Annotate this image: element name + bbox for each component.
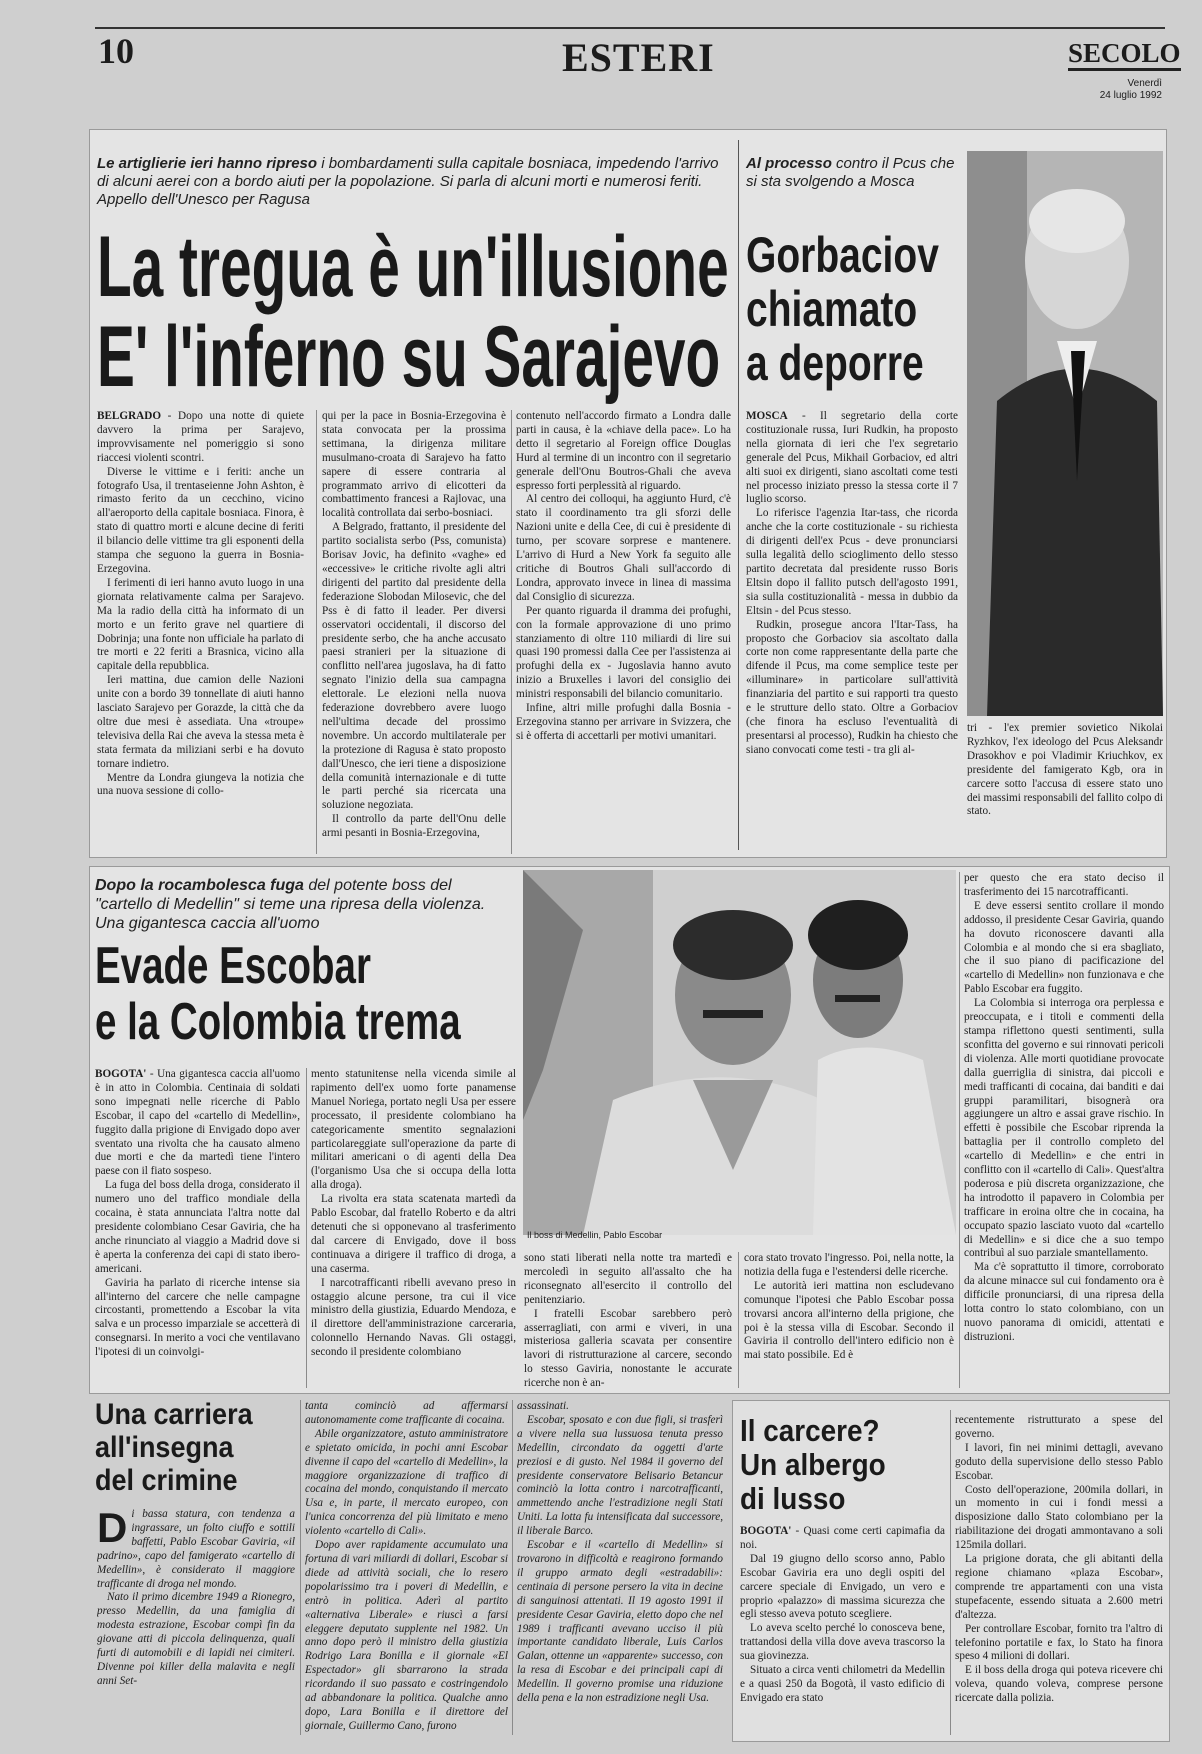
paragraph	[305, 1539, 508, 1734]
headline-line: Una carriera	[95, 1398, 253, 1431]
page-number: 10	[98, 31, 134, 71]
paragraph-text: Ieri mattina, due camion delle Nazioni unite con a bordo 39 tonnellate di aiuti hanno lasciato Sarajevo per Gorazde, la città che da oltre due mesi è assediata. Una «troupe» televisiva della Rai che aveva la stessa meta è stata fermata da miliziani serbi e ha dovuto tornare indietro.	[97, 674, 304, 770]
paragraph	[744, 1252, 954, 1280]
paragraph-text: Per quanto riguarda il dramma dei profughi, con la formale approvazione di uno primo stanziamento di oltre 110 miliardi di lire sui quasi 190 promessi dalla Cee per l'assistenza ai profughi della ex - Jugoslavia hanno avuto inizio a Bruxelles i lavori del consiglio dei ministri responsabili del bilancio comunitario.	[516, 604, 731, 701]
paragraph-text: - Dopo una notte di quiete davvero la prima per Sarajevo, improvvisamente nel pomeriggio si sono riaccesi violenti scontri.	[97, 410, 304, 464]
escobar-headline-1: Evade Escobar	[95, 937, 371, 995]
dateline: BOGOTA'	[740, 1525, 792, 1537]
gorbaciov-headline	[746, 228, 939, 390]
paragraph	[517, 1414, 723, 1539]
headline-line: di lusso	[740, 1481, 846, 1516]
paragraph	[95, 1277, 300, 1360]
paragraph-text: I ferimenti di ieri hanno avuto luogo in una giornata relativamente calma per Sarajevo. Ma la radio della città ha informato di un morto e un ferito grave nel quartiere di Dobrinja; una fonte non ufficiale ha parlato di tre morti e 22 feriti a Brasnica, vicino alla capitale della repubblica.	[97, 576, 304, 673]
paragraph	[516, 605, 731, 702]
escobar-photo	[523, 870, 956, 1235]
paragraph-text: Escobar e il «cartello di Medellin» si trovarono in difficoltà e reagirono formando il gruppo armato degli «estradabili»: centinaia di persone persero la vita in decine di sanguinosi attentati. Il 19 agosto 1991 il presidente Cesar Gaviria, eletto dopo che nel 1989 i trafficanti avevano ucciso il più importante candidato liberale, Luis Carlos Galan, ottenne un «apparente» successo, con la resa di Escobar e dei principali capi di Medellin. Il governo promise una riduzione della pena e la non estradizione negli Usa.	[517, 1539, 723, 1705]
paragraph-text: - Il segretario della corte costituzionale russa, Iuri Rudkin, ha proposto nella giornata di ieri che l'ex segretario generale del Pcus, Mikhail Gorbaciov, ed altri alti suoi ex dirigenti, siano ascoltati come testi nel processo iniziato presso la stessa corte il 7 luglio scorso.	[746, 410, 958, 506]
paragraph-text: La fuga del boss della droga, considerato il numero uno del traffico mondiale della cocaina, è stata annunciata l'altra notte dal presidente colombiano Cesar Gaviria, che ha anche rinunciato al viaggio a Madrid dove si è aperta la conferenza dei capi di stato ibero-americani.	[95, 1179, 300, 1275]
paragraph-text: I lavori, fin nei minimi dettagli, avevano goduto della supervisione dello stesso Pablo Escobar.	[955, 1441, 1163, 1482]
column-divider	[306, 1068, 307, 1388]
paragraph	[322, 521, 506, 813]
escobar-col-5	[964, 872, 1164, 1388]
paragraph	[516, 410, 731, 493]
paragraph-text: Escobar, sposato e con due figli, si trasferì a vivere nella sua lussuosa tenuta presso Medellin, circondato da oggetti d'arte preziosi e di gusto. Nel 1984 il governo del presidente conservatore Belisario Betancur cominciò la lotta contro i narcotrafficanti, ammettendo anche l'estradizione negli Stati Uniti. La lotta fu intensificata dal successore, il liberale Barco.	[517, 1413, 723, 1538]
paragraph	[311, 1068, 516, 1193]
paragraph	[964, 997, 1164, 1261]
paragraph	[955, 1553, 1163, 1623]
bosnia-headline-2: E' l'inferno su Sarajevo	[97, 309, 721, 405]
paragraph	[305, 1400, 508, 1428]
bosnia-col-2	[322, 410, 506, 854]
gorbaciov-deck	[746, 155, 961, 191]
column-divider	[300, 1400, 301, 1735]
masthead-logo: SECOLO	[1068, 38, 1181, 71]
issue-date-text: 24 luglio 1992	[1099, 90, 1162, 101]
paragraph	[955, 1664, 1163, 1706]
paragraph	[517, 1539, 723, 1706]
escobar-headline-2: e la Colombia trema	[95, 993, 461, 1051]
escobar-deck	[95, 876, 505, 933]
paragraph	[740, 1525, 945, 1553]
bosnia-col-3	[516, 410, 731, 854]
paragraph-text: La Colombia si interroga ora perplessa e preoccupata, e i titoli e commenti della stampa riflettono questi sentimenti, sulla sconfitta del governo e sui rinnovati pericoli di violenza. Alle morti quotidiane provocate dalla guerriglia di sinistra, dai piccoli e medi trafficanti di cocaina, dai banditi e dai gruppi paramilitari, bisognerà ora aggiungere un altro e assai grave rischio. In effetti è possibile che Escobar riprenda la battaglia per il controllo completo del «cartello di Medellin» e che entri in conflitto con il «cartello di Cali». Quest'altra poderosa e più discreta organizzazione, che ha introdotto il papavero in Colombia per trafficare in eroina oltre che in cocaina, ha occupato spazio lasciato vuoto dal «cartello di Medellin» e si dice che a suo tempo contribuì al suo parziale smantellamento.	[964, 997, 1164, 1260]
paragraph	[305, 1428, 508, 1539]
issue-date	[1100, 78, 1162, 102]
column-divider	[511, 410, 512, 854]
paragraph	[740, 1622, 945, 1664]
column-divider	[959, 872, 960, 1388]
paragraph	[95, 1068, 300, 1179]
bosnia-headline-1: La tregua è un'illusione	[97, 219, 729, 315]
paragraph-text: I fratelli Escobar sarebbero però asserragliati, con armi e viveri, in una misteriosa galleria scavata per consentire lavori di ristrutturazione al carcere, secondo lo stesso Gaviria, nonostante le accurate ricerche non è an-	[524, 1307, 732, 1388]
deck-text: del potente boss del "cartello di Medellin" si teme una ripresa della violenza. Una gigantesca caccia all'uomo	[95, 877, 486, 932]
paragraph-text: Al centro dei colloqui, ha aggiunto Hurd, c'è stato il coordinamento tra gli sforzi delle Nazioni unite e della Cee, di cui è presidente di turno, per scovare sorprese e mantenere. L'arrivo di Hurd a New York fa seguito alle critiche di Boutros Ghali sull'accordo di Londra, approvato invece in linea di massima dal Consiglio di sicurezza.	[516, 493, 731, 603]
column-divider	[512, 1400, 513, 1735]
paragraph-text: qui per la pace in Bosnia-Erzegovina è stata convocata per la prossima settimana, la dirigenza militare musulmano-croata di Sarajevo ha fatto sapere di essere contraria al programmato arrivo di elicotteri da combattimento francesi a Rajlovac, una località controllata dai serbo-bosniaci.	[322, 410, 506, 520]
bosnia-col-1	[97, 410, 304, 854]
paragraph-text: i bassa statura, con tendenza a ingrassare, un folto ciuffo e sottili baffetti, Pablo Escobar Gaviria, «il padrino», capo del famigerato «cartello di Medellin», è considerato il maggiore trafficante di droga nel mondo.	[97, 1508, 295, 1590]
paragraph-text: recentemente ristrutturato a spese del governo.	[955, 1414, 1163, 1440]
paragraph-text: tri - l'ex premier sovietico Nikolai Ryzhkov, l'ex ideologo del Pcus Aleksandr Drasokhov e poi Vladimir Kriuchkov, ex presidente del famigerato Kgb, ora in carcere sotto l'accusa di essere stato uno dei massimi responsabili del fallito colpo di stato.	[967, 722, 1163, 818]
paragraph	[516, 702, 731, 744]
section-title: ESTERI	[562, 35, 715, 80]
paragraph-text: Dal 19 giugno dello scorso anno, Pablo Escobar Gaviria era uno degli ospiti del carcere speciale di Envigado, un vero e proprio «palazzo» di massima sicurezza che egli stesso aveva potuto scegliere.	[740, 1552, 945, 1621]
paragraph-text: Lo aveva scelto perché lo conosceva bene, trattandosi della villa dove aveva trascorso la sua giovinezza.	[740, 1622, 945, 1663]
paragraph-text: Mentre da Londra giungeva la notizia che una nuova sessione di collo-	[97, 771, 304, 798]
carriera-col-3	[517, 1400, 723, 1735]
paragraph-text: Rudkin, prosegue ancora l'Itar-Tass, ha proposto che Gorbaciov sia ascoltato dalla corte non come rappresentante della parte che difende il Pcus, ma come semplice teste per «illuminare» in particolare sull'attività finanziaria del partito e sui rapporti tra questo e le strutture dello stato. Oltre a Gorbaciov (che finora ha escluso l'eventualità di presentarsi al processo), Rudkin ha chiesto che siano convocati come testi - tra gli al-	[746, 618, 958, 756]
paragraph	[97, 674, 304, 771]
paragraph	[97, 466, 304, 577]
paragraph	[97, 410, 304, 466]
paragraph	[322, 813, 506, 841]
paragraph	[964, 900, 1164, 997]
gorbaciov-col-2	[967, 722, 1163, 854]
paragraph-text: I narcotrafficanti ribelli avevano preso in ostaggio alcune persone, tra cui il vice ministro della giustizia, Eduardo Mendoza, e il direttore dell'amministrazione carceraria, colonnello Hernando Navas. Gli ostaggi, secondo il presidente colombiano	[311, 1276, 516, 1359]
carriera-col-1	[97, 1508, 295, 1698]
paragraph-text: per questo che era stato deciso il trasferimento dei 15 narcotrafficanti.	[964, 872, 1164, 898]
escobar-portrait-image	[523, 870, 956, 1235]
column-divider	[316, 410, 317, 854]
paragraph	[746, 410, 958, 507]
issue-day: Venerdì	[1127, 78, 1162, 89]
top-rule	[95, 27, 1165, 29]
paragraph-text: La rivolta era stata scatenata martedì da Pablo Escobar, dal fratello Roberto e da altri detenuti che si opponevano al trasferimento dal carcere di Envigado, dove il boss continuava a dirigere il traffico di droga, a una caserma.	[311, 1193, 516, 1275]
paragraph-text: assassinati.	[517, 1400, 569, 1412]
escobar-col-2	[311, 1068, 516, 1390]
headline-line: Un albergo	[740, 1447, 886, 1482]
gorbaciov-col-1	[746, 410, 958, 854]
carriera-headline	[95, 1398, 253, 1497]
paragraph	[311, 1193, 516, 1276]
deck-text: i bombardamenti sulla capitale bosniaca, impedendo l'arrivo di alcuni aerei con a bordo aiuti per la popolazione. Si parla di alcuni morti e numerosi feriti. Appello dell'Unesco per Ragusa	[97, 155, 719, 208]
bosnia-deck	[97, 155, 732, 209]
escobar-photo-caption: Il boss di Medellin, Pablo Escobar	[527, 1230, 663, 1240]
paragraph-text: Per controllare Escobar, fornito tra l'altro di telefonino portatile e fax, lo Stato ha finora speso 4 milioni di dollari.	[955, 1622, 1163, 1663]
paragraph	[95, 1179, 300, 1276]
deck-text: contro il Pcus che si sta svolgendo a Mosca	[746, 155, 955, 190]
paragraph	[746, 619, 958, 758]
paragraph-text: Diverse le vittime e i feriti: anche un fotografo Usa, il trentaseienne John Ashton, è rimasto ferito da un cecchino, vicino all'aeroporto della capitale bosniaca. Finora, è stato di quattro morti e alcune decine di feriti il bilancio delle vittime tra gli esponenti della stampa che seguono la guerra in Bosnia-Erzegovina.	[97, 465, 304, 575]
paragraph-text: - Quasi come certi capimafia da noi.	[740, 1525, 945, 1551]
paragraph-text: Le autorità ieri mattina non escludevano comunque l'ipotesi che Pablo Escobar possa trovarsi ancora all'interno della prigione, che poi è la stessa villa di Escobar. Secondo il Gaviria il controllo dell'intero edificio non è mai stato possibile. Ed è	[744, 1279, 954, 1362]
paragraph-text: E deve essersi sentito crollare il mondo addosso, il presidente Cesar Gaviria, quando ha dovuto riconoscere davanti alla Colombia e al mondo che si era sbagliato, che il suo piano di pacificazione del «cartello di Medellin» non funzionava e che Pablo Escobar era fuggito.	[964, 899, 1164, 996]
carriera-col-2	[305, 1400, 508, 1735]
dateline: BELGRADO	[97, 410, 162, 422]
headline-line: Gorbaciov	[746, 227, 939, 283]
dateline: BOGOTA'	[95, 1068, 147, 1080]
paragraph	[516, 493, 731, 604]
paragraph	[955, 1442, 1163, 1484]
headline-line: chiamato	[746, 281, 918, 337]
escobar-col-4	[744, 1252, 954, 1388]
carcere-headline	[740, 1414, 886, 1516]
gorbaciov-photo	[967, 151, 1163, 716]
paragraph	[964, 872, 1164, 900]
paragraph-text: A Belgrado, frattanto, il presidente del partito socialista serbo (Pss, comunista) Borisav Jovic, ha definito «vaghe» ed «eccessive» le critiche rivolte agli altri dirigenti del partito dal presidente della federazione Slobodan Milosevic, che del Pss è di fatto il leader. Per diversi osservatori occidentali, il discorso del presidente serbo, che ha anche accusato paesi stranieri per la situazione di conflitto nell'area jugoslava, ha di fatto segnato l'inizio della sua campagna elettorale. Le elezioni nella nuova federazione dovrebbero avere luogo nell'ultima decade del prossimo novembre. Un accordo multilaterale per la protezione di Ragusa è stato proposto dall'Unesco, che ieri tiene a disposizione della comunità internazionale e di tutte le parti perché sia ricercata una soluzione negoziata.	[322, 521, 506, 812]
paragraph-text: La prigione dorata, che gli abitanti della regione chiamano «plaza Escobar», comprende tre appartamenti con una vista stupefacente, essendo situata a 2.600 metri d'altezza.	[955, 1553, 1163, 1621]
paragraph-text: Il controllo da parte dell'Onu delle armi pesanti in Bosnia-Erzegovina,	[322, 813, 506, 840]
deck-lead: Le artiglierie ieri hanno ripreso	[97, 155, 318, 172]
dateline: MOSCA	[746, 410, 788, 422]
article-divider	[738, 140, 739, 850]
paragraph	[97, 1508, 295, 1591]
deck-lead: Dopo la rocambolesca fuga	[95, 877, 304, 894]
paragraph-text: sono stati liberati nella notte tra martedì e mercoledì in seguito all'assalto che ha riconsegnato all'esercito il controllo del penitenziario.	[524, 1252, 732, 1306]
paragraph-text: Infine, altri mille profughi dalla Bosnia - Erzegovina stanno per arrivare in Svizzera, che si è offerta di accettarli per motivi umanitari.	[516, 702, 731, 742]
paragraph	[524, 1252, 732, 1308]
paragraph-text: mento statunitense nella vicenda simile al rapimento dell'ex uomo forte panamense Manuel Noriega, portato negli Usa per essere processato, il presidente colombiano ha categoricamente smentito segnalazioni particolareggiate sull'operazione da parte di militari americani o di agenti della Dea (l'organismo Usa che si occupa della lotta alla droga).	[311, 1068, 516, 1192]
paragraph-text: Ma c'è soprattutto il timore, corroborato da alcune minacce sul cui fondamento ora è difficile pronunciarsi, di una ripresa della lotta contro lo stato colombiano, con un nuovo panorama di omicidi, attentati e distruzioni.	[964, 1261, 1164, 1343]
paragraph	[746, 507, 958, 618]
headline-line: del crimine	[95, 1464, 238, 1497]
paragraph	[964, 1261, 1164, 1344]
paragraph-text: cora stato trovato l'ingresso. Poi, nella notte, la notizia della fuga e l'estendersi delle ricerche.	[744, 1252, 954, 1278]
paragraph	[97, 577, 304, 674]
paragraph	[955, 1414, 1163, 1442]
paragraph	[524, 1308, 732, 1388]
paragraph	[955, 1623, 1163, 1665]
drop-cap: D	[97, 1508, 128, 1551]
paragraph	[744, 1280, 954, 1363]
escobar-col-3	[524, 1252, 732, 1388]
headline-line: a deporre	[746, 335, 924, 391]
carcere-col-2	[955, 1414, 1163, 1736]
paragraph	[97, 772, 304, 800]
paragraph-text: - Una gigantesca caccia all'uomo è in atto in Colombia. Centinaia di soldati sono impegnati nelle ricerche di Pablo Escobar, il capo del «cartello di Medellin», fuggito dalla prigione di Envigado dopo aver sventato una rivolta che ha causato almeno due morti e che da martedì tiene l'intero paese con il fiato sospeso.	[95, 1068, 300, 1178]
carcere-col-1	[740, 1525, 945, 1737]
paragraph	[967, 722, 1163, 819]
paragraph-text: Abile organizzatore, astuto amministratore e spietato omicida, in pochi anni Escobar divenne il capo del «cartello di Medellin», la maggiore organizzazione di traffico di cocaina del mondo, conquistando il mercato Usa e, in parte, il mercato europeo, con l'unica concorrenza del più limitato e meno violento «cartello di Cali».	[305, 1427, 508, 1538]
headline-line: Il carcere?	[740, 1413, 880, 1448]
paragraph-text: Nato il primo dicembre 1949 a Rionegro, presso Medellin, da una famiglia di modesta estrazione, Escobar compì fin da giovane atti di piccola delinquenza, quali furti di automobili e di lapidi nei cimiteri. Divenne poi killer della malavita e negli anni Set-	[97, 1591, 295, 1687]
column-divider	[738, 1252, 739, 1388]
headline-line: all'insegna	[95, 1431, 234, 1464]
paragraph	[311, 1277, 516, 1360]
gorbaciov-portrait-image	[967, 151, 1163, 716]
deck-lead: Al processo	[746, 155, 832, 172]
paragraph-text: Costo dell'operazione, 200mila dollari, in un momento in cui i fondi messi a disposizione dallo Stato colombiano per la riabilitazione dei drogati ammontavano a soli 125mila dollari.	[955, 1483, 1163, 1552]
paragraph	[740, 1664, 945, 1706]
column-divider	[950, 1410, 951, 1735]
paragraph	[517, 1400, 723, 1414]
paragraph-text: Situato a circa venti chilometri da Medellin e a quasi 250 da Bogotà, il vasto edificio di Envigado era stato	[740, 1664, 945, 1704]
paragraph	[955, 1484, 1163, 1554]
paragraph-text: Gaviria ha parlato di ricerche intense sia all'interno del carcere che nelle campagne circostanti, promettendo a Escobar la vita salva e un processo imparziale se accetterà di consegnarsi. In merito a voci che ventilavano l'ipotesi di un coinvolgi-	[95, 1276, 300, 1359]
paragraph-text: Dopo aver rapidamente accumulato una fortuna di vari miliardi di dollari, Escobar si diede ad attività sociali, che lo resero popolarissimo tra i poveri di Medellin, e entrò in politica. Aderì al partito «alternativa Liberale» e riuscì a farsi eleggere deputato supplente nel 1982. Un anno dopo però il ministro della giustizia Rodrigo Lara Bonilla e il giornale «El Espectador» gli sbarrarono la strada ricordando il suo passato e costringendolo ad abbandonare la politica. Qualche anno dopo, Lara Bonilla e il direttore del giornale, Guillermo Cano, furono	[305, 1539, 508, 1732]
paragraph	[97, 1591, 295, 1688]
paragraph	[740, 1553, 945, 1623]
paragraph-text: contenuto nell'accordo firmato a Londra dalle parti in causa, è la «chiave della pace». Lo ha detto il segretario al Foreign office Douglas Hurd al termine di un incontro con il segretario generale dell'Onu Boutros-Ghali che aveva espresso forti perplessità al riguardo.	[516, 410, 731, 492]
paragraph-text: E il boss della droga qui poteva ricevere chi voleva, quando voleva, comprese persone ricercate dalla polizia.	[955, 1664, 1163, 1705]
paragraph-text: tanta cominciò ad affermarsi autonomamente come trafficante di cocaina.	[305, 1400, 508, 1426]
paragraph-text: Lo riferisce l'agenzia Itar-tass, che ricorda anche che la corte costituzionale - su richiesta di dirigenti dell'ex Pcus - deve pronunciarsi sulla legalità dello scioglimento dello stesso partito decretata dal presidente russo Boris Eltsin dopo il fallito putsch dell'agosto 1991, sia sulla costituzionalità - messa in dubbio da Eltsin - del Pcus stesso.	[746, 507, 958, 617]
paragraph	[322, 410, 506, 521]
escobar-col-1	[95, 1068, 300, 1390]
